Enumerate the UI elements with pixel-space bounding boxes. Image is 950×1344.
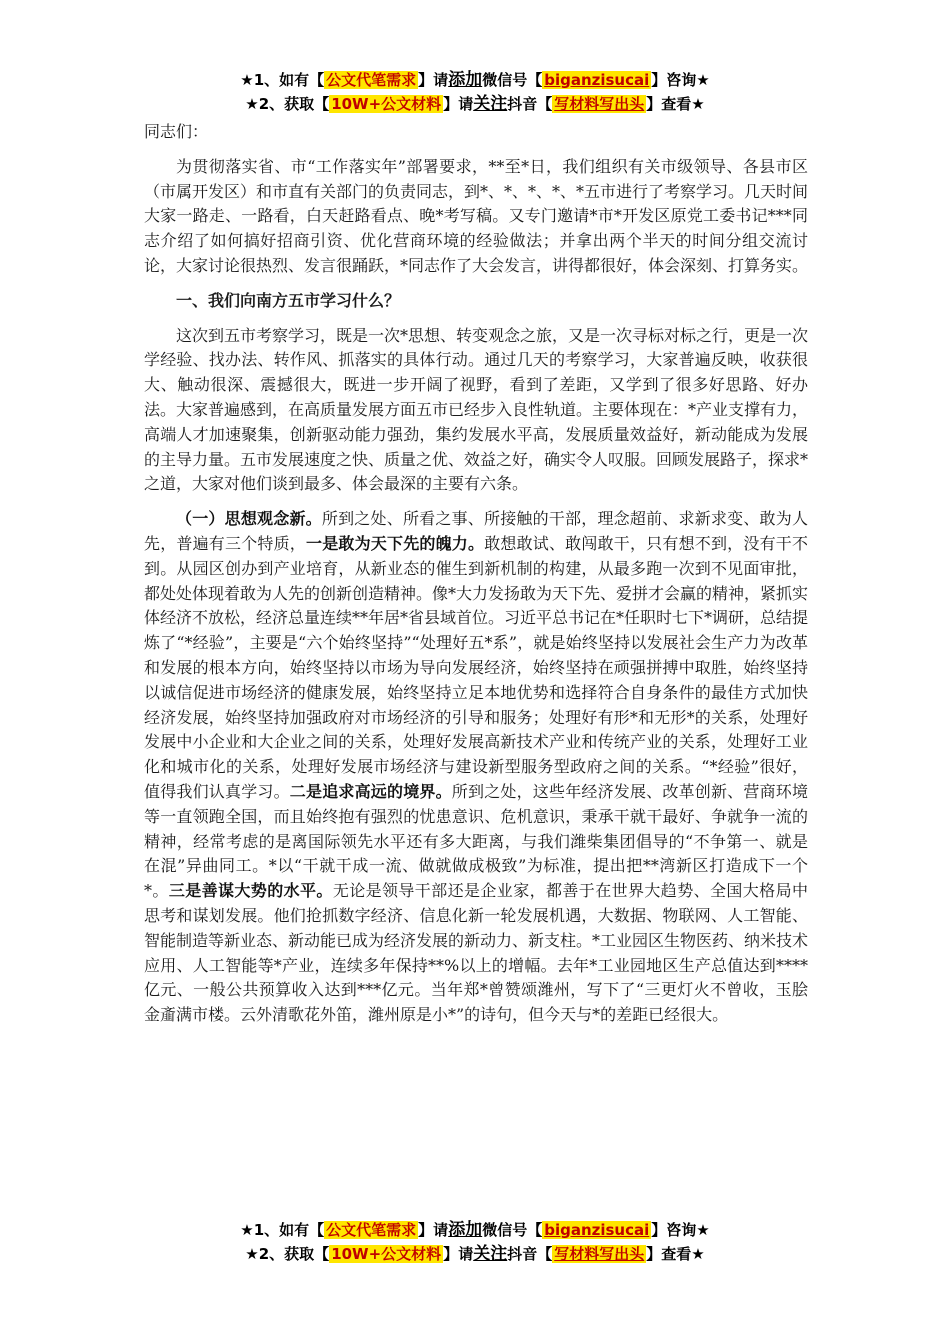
wechat-id-link[interactable]: biganzisucai xyxy=(544,71,650,89)
banner-text: 】咨询★ xyxy=(651,1221,710,1239)
banner-text: 】查看★ xyxy=(646,95,705,113)
body-text: 敢想敢试、敢闯敢干，只有想不到，没有干不到。从园区创办到产业培育，从新业态的催生到新机制的构建，从最多跑一次到不见面审批，都处处体现着敢为人先的创新创造精神。像*大力发扬敢为天下先、爱拼才会赢的精神，紧抓实体经济不放松，经济总量连续**年居*省县域首位。习近平总书记在*任职时七下*调研，总结提炼了“*经验”，主要是“六个始终坚持”“处理好五*系”，就是始终坚持以发展社会生产力为改革和发展的根本方向，始终坚持以市场为导向发展经济，始终坚持在顽强拼搏中取胜，始终坚持以诚信促进市场经济的健康发展，始终坚持立足本地优势和选择符合自身条件的最佳方式加快经济发展，始终坚持加强政府对市场经济的引导和服务；处理好有形*和无形*的关系，处理好发展中小企业和大企业之间的关系，处理好发展高新技术产业和传统产业的关系，处理好工业化和城市化的关系，处理好发展市场经济与建设新型服务型政府之间的关系。“*经验”很好，值得我们认真学习。 xyxy=(144,533,809,801)
banner-line-2 xyxy=(0,1242,950,1266)
body-text: 所到之处，这些年经济发展、改革创新、营商环境等一直领跑全国，而且始终抱有强烈的忧患意识、危机意识，秉承干就干最好、争就争一流的精神，经常考虑的是离国际领先水平还有多大距离，与我们潍柴集团倡导的“不争第一、就是在混”异曲同工。*以“干就干成一流、做就做成极致”为标准，提出把**湾新区打造成下一个*。 xyxy=(144,781,808,901)
highlight-materials: 10W+公文材料 xyxy=(331,1245,442,1263)
banner-line-1 xyxy=(0,1218,950,1242)
banner-text: 】请 xyxy=(418,1221,449,1239)
banner-text: 】咨询★ xyxy=(651,71,710,89)
wechat-id-link[interactable]: biganzisucai xyxy=(544,1221,650,1239)
point-two-title: 二是追求高远的境界。 xyxy=(289,781,452,801)
banner-text: ★1、如有【 xyxy=(240,71,325,89)
banner-text: 】查看★ xyxy=(646,1245,705,1263)
section-heading: 一、我们向南方五市学习什么？ xyxy=(176,290,401,310)
banner-line-2 xyxy=(0,92,950,116)
subsection-title: （一）思想观念新。 xyxy=(176,509,322,529)
point-three-title: 三是善谋大势的水平。 xyxy=(168,881,333,901)
highlight-ghostwriting: 公文代笔需求 xyxy=(326,71,417,89)
highlight-ghostwriting: 公文代笔需求 xyxy=(326,1221,417,1239)
banner-emphasis-follow: 关注 xyxy=(473,1244,508,1264)
banner-text: ★1、如有【 xyxy=(240,1221,325,1239)
subsection-paragraph xyxy=(144,507,808,1028)
banner-emphasis-add: 添加 xyxy=(448,1220,483,1240)
body-text: 所到之处、所看之事、所接触的干部，理念超前、求新求变、敢为人先，普遍有三个特质， xyxy=(144,509,808,553)
douyin-account-link[interactable]: 写材料写出头 xyxy=(554,95,645,113)
body-text: 无论是领导干部还是企业家，都善于在世界大趋势、全国大格局中思考和谋划发展。他们抢抓数字经济、信息化新一轮发展机遇，大数据、物联网、人工智能、智能制造等新业态、新动能已成为经济发展的新动力、新支柱。*工业园区生物医药、纳米技术应用、人工智能等*产业，连续多年保持**%以上的增幅。去年*工业园地区生产总值达到****亿元、一般公共预算收入达到***亿元。当年郑*曾赞颂潍州，写下了“三更灯火不曾收，玉脍金齑满市楼。云外清歌花外笛，潍州原是小*”的诗句，但今天与*的差距已经很大。 xyxy=(144,881,809,1025)
top-banner xyxy=(0,68,950,116)
banner-text: ★2、获取【 xyxy=(245,1245,330,1263)
banner-text: 】请 xyxy=(443,1245,474,1263)
banner-line-1 xyxy=(0,68,950,92)
banner-text: 】请 xyxy=(418,71,449,89)
greeting: 同志们： xyxy=(144,122,209,141)
document-body xyxy=(144,120,808,1028)
douyin-account-link[interactable]: 写材料写出头 xyxy=(554,1245,645,1263)
banner-text: 】请 xyxy=(443,95,474,113)
banner-emphasis-follow: 关注 xyxy=(473,94,508,114)
banner-text: ★2、获取【 xyxy=(245,95,330,113)
banner-text: 抖音【 xyxy=(507,1245,553,1263)
section-paragraph: 这次到五市考察学习，既是一次*思想、转变观念之旅，又是一次寻标对标之行，更是一次学经验、找办法、转作风、抓落实的具体行动。通过几天的考察学习，大家普遍反映，收获很大、触动很深、震撼很大，既进一步开阔了视野，看到了差距，又学到了很多好思路、好办法。大家普遍感到，在高质量发展方面五市已经步入良性轨道。主要体现在：*产业支撑有力，高端人才加速聚集，创新驱动能力强劲，集约发展水平高，发展质量效益好，新动能成为发展的主导力量。五市发展速度之快、质量之优、效益之好，确实令人叹服。回顾发展路子，探求*之道，大家对他们谈到最多、体会最深的主要有六条。 xyxy=(144,325,809,494)
bottom-banner xyxy=(0,1218,950,1266)
banner-text: 抖音【 xyxy=(507,95,553,113)
banner-text: 微信号【 xyxy=(482,71,543,89)
highlight-materials: 10W+公文材料 xyxy=(331,95,442,113)
intro-paragraph: 为贯彻落实省、市“工作落实年”部署要求，**至*日，我们组织有关市级领导、各县市区（市属开发区）和市直有关部门的负责同志，到*、*、*、*、*五市进行了考察学习。几天时间大家一路走、一路看，白天赶路看点、晚*考写稿。又专门邀请*市*开发区原党工委书记***同志介绍了如何搞好招商引资、优化营商环境的经验做法；并拿出两个半天的时间分组交流讨论，大家讨论很热烈、发言很踊跃，*同志作了大会发言，讲得都很好，体会深刻、打算务实。 xyxy=(144,156,809,275)
banner-emphasis-add: 添加 xyxy=(448,70,483,90)
point-one-title: 一是敢为天下先的魄力。 xyxy=(306,533,485,553)
banner-text: 微信号【 xyxy=(482,1221,543,1239)
